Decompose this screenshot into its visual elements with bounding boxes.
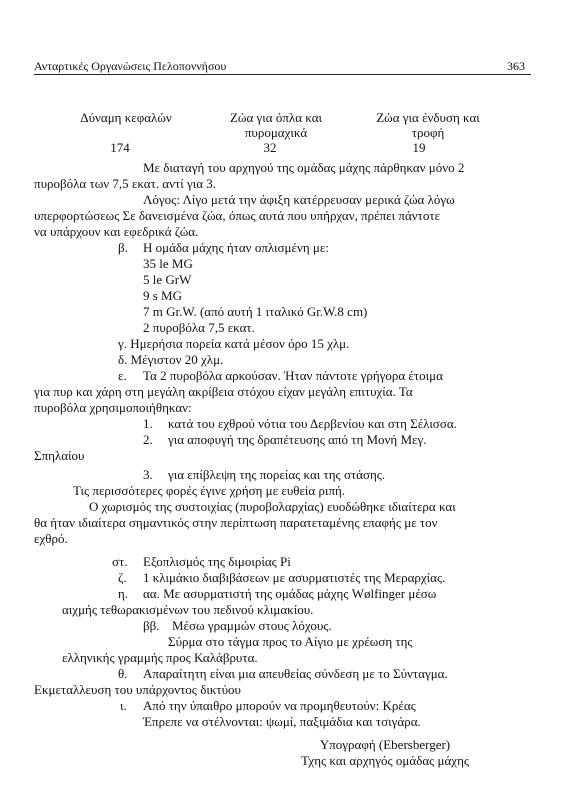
signature-title: Τχης και αρχηγός ομάδας μάχης xyxy=(300,753,470,768)
body-line: ελληνικής γραμμής προς Καλάβρυτα. xyxy=(62,650,258,665)
list-marker-e: ε. xyxy=(118,368,127,383)
body-line: Τις περισσότερες φορές έγινε χρήση με ευθεία ριπή. xyxy=(73,483,346,498)
list-marker-3: 3. xyxy=(143,467,153,482)
list-marker-th: θ. xyxy=(118,666,128,681)
table-value-arms-animals: 32 xyxy=(263,140,277,155)
body-line: υπερφορτώσεως Σε δανεισμένα ζώα, όπως αυτά που υπήρχαν, πρέπει πάντοτε xyxy=(34,208,441,223)
body-line: Ο χωρισμός της συστοιχίας (πυροβολαρχίας) ευοδώθηκε ιδιαίτερα και xyxy=(89,499,456,514)
body-line: Λόγος: Λίγο μετά την άφιξη κατέρρευσαν μερικά ζώα λόγω xyxy=(143,192,455,207)
body-line: Η ομάδα μάχης ήταν οπλισμένη με: xyxy=(143,240,329,255)
table-header-heads: Δύναμη κεφαλών xyxy=(80,110,172,125)
table-header-arms-animals-line1: Ζώα για όπλα και xyxy=(229,110,323,125)
list-marker-bb: ββ. xyxy=(143,618,160,633)
body-line: Από την ύπαιθρο μπορούν να προμηθευτούν: Κρέας xyxy=(143,698,416,713)
body-line: δ. Μέγιστον 20 χλμ. xyxy=(118,352,224,367)
table-value-heads: 174 xyxy=(110,140,130,155)
body-line: Εξοπλισμός της διμοιρίας Pi xyxy=(143,554,291,569)
body-line: Έπρεπε να στέλνονται: ψωμί, παξιμάδια και τσιγάρα. xyxy=(143,714,421,729)
table-value-supply-animals: 19 xyxy=(412,140,426,155)
table-header-arms-animals-line2: πυρομαχικά xyxy=(244,125,308,140)
body-line: Τα 2 πυροβόλα αρκούσαν. Ήταν πάντοτε γρήγορα έτοιμα xyxy=(143,368,443,383)
body-line: να υπάρχουν και εφεδρικά ζώα. xyxy=(34,224,199,239)
list-marker-b: β. xyxy=(118,240,128,255)
list-marker-z: ζ. xyxy=(118,570,127,585)
body-line: Σπηλαίου xyxy=(34,448,85,463)
body-line: Μέσω γραμμών στους λόχους. xyxy=(172,618,332,633)
running-header-title: Ανταρτικές Οργανώσεις Πελοποννήσου xyxy=(34,59,227,73)
body-line: κατά του εχθρού νότια του Δερβενίου και στη Σέλισσα. xyxy=(168,416,457,431)
list-marker-i: η. xyxy=(118,586,129,601)
weapon-line: 7 m Gr.W. (από αυτή 1 ιταλικό Gr.W.8 cm) xyxy=(143,304,368,319)
weapon-line: 35 le MG xyxy=(143,256,193,271)
body-line: Με διαταγή του αρχηγού της ομάδας μάχης πάρθηκαν μόνο 2 xyxy=(143,160,465,175)
body-line: 1 κλιμάκιο διαβιβάσεων με ασυρματιστές της Μεραρχίας. xyxy=(143,570,446,585)
body-line: πυροβόλα των 7,5 εκατ. αντί για 3. xyxy=(34,176,217,191)
page-number: 363 xyxy=(507,59,525,73)
body-line: για αποφυγή της δραπέτευσης από τη Μονή Μεγ. xyxy=(168,432,427,447)
table-header-supply-animals-line1: Ζώα για ένδυση και xyxy=(376,110,480,125)
body-line: γ. Ημερήσια πορεία κατά μέσον όρο 15 χλμ. xyxy=(118,336,350,351)
header-rule xyxy=(34,74,531,75)
body-line: αα. Με ασυρματιστή της ομάδας μάχης Wølfinger μέσω xyxy=(143,586,437,601)
body-line: εχθρό. xyxy=(34,531,68,546)
list-marker-2: 2. xyxy=(143,432,153,447)
body-line: θα ήταν ιδιαίτερα σημαντικός στην περίπτωση παρατεταμένης επαφής με τον xyxy=(34,515,438,530)
list-marker-1: 1. xyxy=(143,416,153,431)
body-line: πυροβόλα χρησιμοποιήθηκαν: xyxy=(34,400,192,415)
weapon-line: 5 le GrW xyxy=(143,272,192,287)
body-line: Σύρμα στο τάγμα προς το Αίγιο με χρέωση της xyxy=(168,634,413,649)
body-line: Εκμεταλλευση του υπάρχοντος δικτύου xyxy=(34,682,241,697)
table-header-supply-animals-line2: τροφή xyxy=(411,125,445,140)
weapon-line: 2 πυροβόλα 7,5 εκατ. xyxy=(143,320,255,335)
body-line: Απαραίτητη είναι μια απευθείας σύνδεση με το Σύνταγμα. xyxy=(143,666,448,681)
body-line: για επίβλεψη της πορείας και της στάσης. xyxy=(168,467,386,482)
list-marker-iota: ι. xyxy=(120,698,127,713)
signature-line: Υπογραφή (Ebersberger) xyxy=(319,737,451,752)
body-line: για πυρ και χάρη στη μεγάλη ακρίβεια στόχου είχαν μεγάλη επιτυχία. Τα xyxy=(34,384,413,399)
weapon-line: 9 s MG xyxy=(143,288,183,303)
body-line: αιχμής τεθωρακισμένων του πεδινού κλιμακίου. xyxy=(62,602,314,617)
list-marker-st: στ. xyxy=(112,554,128,569)
